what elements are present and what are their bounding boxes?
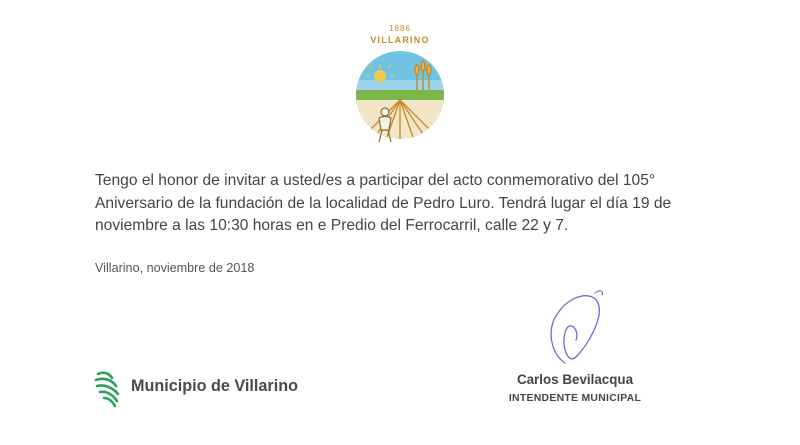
municipio-name: Municipio de Villarino bbox=[131, 377, 298, 395]
date-line: Villarino, noviembre de 2018 bbox=[95, 261, 255, 275]
villarino-seal-icon bbox=[355, 50, 445, 145]
municipio-logo-icon bbox=[94, 368, 126, 408]
signature-block bbox=[500, 285, 650, 410]
invitation-text: Tengo el honor de invitar a usted/es a participar del acto conmemorativo del 105° Aniversario de la fundación de la localidad de Pedro Luro. Tendrá lugar el día 19 de noviembre a las 10:30 horas en e Predio del Ferrocarril, calle 22 y 7. bbox=[95, 172, 672, 234]
signature-icon bbox=[540, 285, 610, 370]
signer-name: Carlos Bevilacqua bbox=[516, 372, 634, 387]
municipio-logo bbox=[94, 368, 334, 410]
signer-title: INTENDENTE MUNICIPAL bbox=[508, 393, 642, 404]
villarino-seal bbox=[345, 12, 455, 152]
seal-year: 1886 bbox=[389, 24, 411, 33]
seal-name: VILLARINO bbox=[370, 35, 430, 45]
